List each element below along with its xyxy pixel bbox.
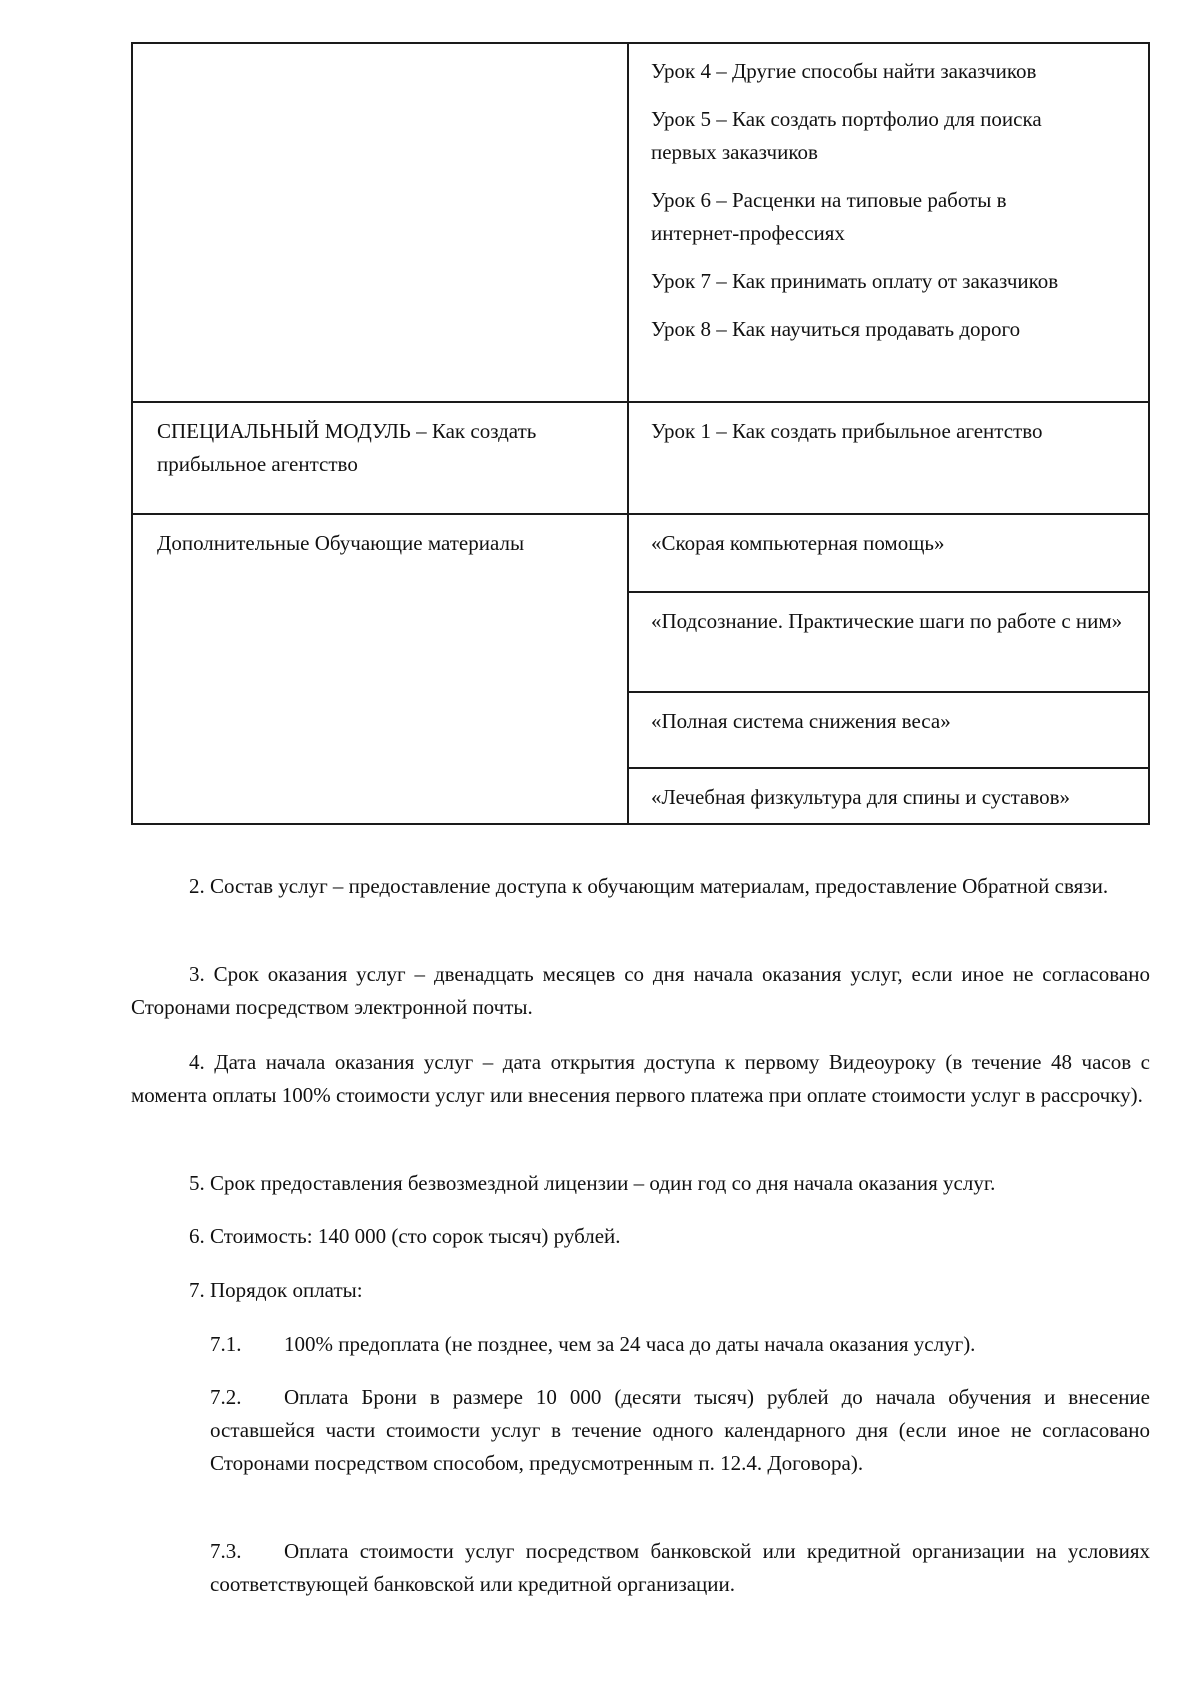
clause-number: 7.3. bbox=[210, 1539, 242, 1563]
material-item: «Полная система снижения веса» bbox=[629, 691, 1148, 767]
clause-text: Оплата Брони в размере 10 000 (десяти тысяч) рублей до начала обучения и внесение оставшейся части стоимости услуг в течение одного календарного дня (если иное не согласовано Сторонами посредством способом, предусмотренным п. 12.4. Договора). bbox=[210, 1385, 1150, 1475]
table-row bbox=[133, 401, 1148, 513]
lesson-item: Урок 6 – Расценки на типовые работы в интернет-профессиях bbox=[651, 188, 1007, 245]
clause-3: 3. Срок оказания услуг – двенадцать месяцев со дня начала оказания услуг, если иное не согласовано Сторонами посредством электронной почты. bbox=[131, 962, 1150, 1019]
clause-6: 6. Стоимость: 140 000 (сто сорок тысяч) рублей. bbox=[189, 1224, 621, 1248]
lessons-cell bbox=[629, 44, 1148, 401]
clause-5: 5. Срок предоставления безвозмездной лицензии – один год со дня начала оказания услуг. bbox=[189, 1171, 996, 1195]
clause-number: 7.2. bbox=[210, 1385, 242, 1409]
module-cell: СПЕЦИАЛЬНЫЙ МОДУЛЬ – Как создать прибыльное агентство bbox=[133, 403, 629, 513]
material-item: «Лечебная физкультура для спины и суставов» bbox=[629, 767, 1148, 821]
clause-number: 7.1. bbox=[210, 1332, 242, 1356]
clause-7: 7. Порядок оплаты: bbox=[189, 1278, 363, 1302]
clause-4: 4. Дата начала оказания услуг – дата открытия доступа к первому Видеоуроку (в течение 48 часов с момента оплаты 100% стоимости услуг или внесения первого платежа при оплате стоимости услуг в рассрочку). bbox=[131, 1050, 1150, 1107]
lesson-item: Урок 7 – Как принимать оплату от заказчиков bbox=[651, 269, 1059, 293]
lessons-cell bbox=[629, 403, 1148, 513]
lesson-item: Урок 1 – Как создать прибыльное агентство bbox=[651, 419, 1043, 443]
lesson-item: Урок 5 – Как создать портфолио для поиска первых заказчиков bbox=[651, 107, 1042, 164]
course-table bbox=[131, 42, 1150, 825]
lesson-item: Урок 8 – Как научиться продавать дорого bbox=[651, 317, 1021, 341]
materials-cell bbox=[629, 515, 1148, 823]
clause-text: Оплата стоимости услуг посредством банковской или кредитной организации на условиях соответствующей банковской или кредитной организации. bbox=[210, 1539, 1150, 1596]
material-item: «Подсознание. Практические шаги по работе с ним» bbox=[629, 591, 1148, 691]
clause-7-3 bbox=[210, 1535, 1150, 1601]
clause-7-2 bbox=[210, 1381, 1150, 1480]
clause-text: 100% предоплата (не позднее, чем за 24 часа до даты начала оказания услуг). bbox=[284, 1332, 976, 1356]
table-row bbox=[133, 44, 1148, 401]
clause-7-1 bbox=[210, 1328, 1150, 1361]
lesson-item: Урок 4 – Другие способы найти заказчиков bbox=[651, 59, 1037, 83]
clause-2: 2. Состав услуг – предоставление доступа к обучающим материалам, предоставление Обратной связи. bbox=[189, 874, 1109, 898]
material-item: «Скорая компьютерная помощь» bbox=[651, 531, 945, 555]
module-cell bbox=[133, 44, 629, 401]
module-cell: Дополнительные Обучающие материалы bbox=[133, 515, 629, 823]
table-row bbox=[133, 513, 1148, 823]
